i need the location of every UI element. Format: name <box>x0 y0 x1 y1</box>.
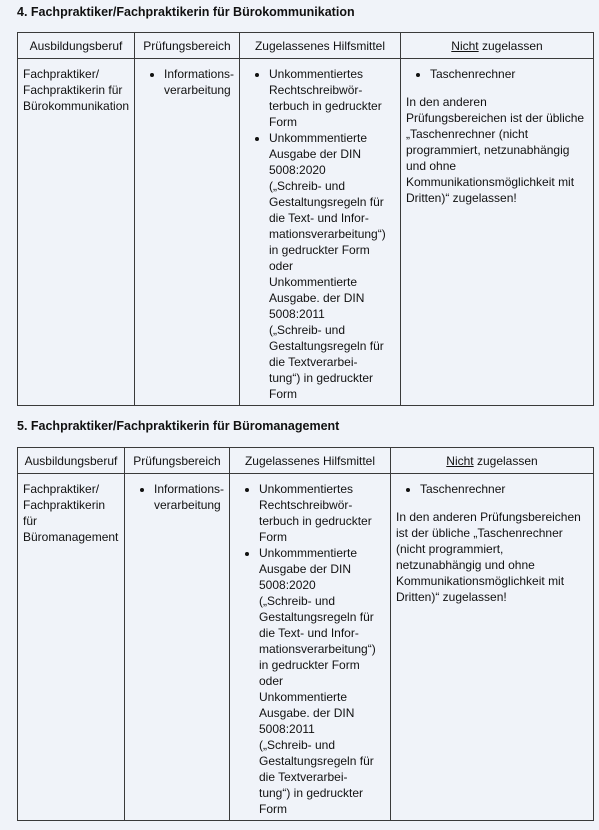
section-4-table <box>17 32 594 406</box>
nicht-list <box>396 481 588 497</box>
table-header-row <box>18 448 594 474</box>
cell-nicht-zugelassen <box>401 59 594 406</box>
list-item: • Unkommentiertes Rechtschreibwör- terbuch in gedruckter Form <box>269 66 395 130</box>
col-header-zugelassen: Zugelassenes Hilfsmittel <box>240 33 401 59</box>
bereich-list <box>130 481 224 513</box>
note-text: In den anderen Prüfungsbereichen ist der übliche „Taschenrechner (nicht programmiert, netzunabhängig und ohne Kommunikationsmöglichkeit mit Dritten)“ zugelassen! <box>396 510 581 604</box>
nicht-label: Nicht <box>446 453 474 468</box>
bereich-list <box>140 66 234 98</box>
zugelassen-list <box>235 481 385 817</box>
list-item: • Unkommmentierte Ausgabe der DIN 5008:2020 („Schreib- und Gestaltungsregeln für die Text- und Infor- mationsverarbeitung“) in gedruckter Form oder Unkommentierte Ausgabe. der DIN 5008:2011 („Schreib- und Gestaltungsregeln für die Textverarbei- tung“) in gedruckter Form <box>259 545 385 817</box>
cell-zugelassen <box>230 474 391 821</box>
cell-zugelassen <box>240 59 401 406</box>
section-5-title: 5. Fachpraktiker/Fachpraktikerin für Büromanagement <box>17 419 340 433</box>
col-header-ausbildungsberuf: Ausbildungsberuf <box>18 448 125 474</box>
cell-nicht-zugelassen <box>391 474 594 821</box>
beruf-text: Fachpraktiker/ Fachpraktikerin für Bürokommunikation <box>23 67 130 113</box>
table-row <box>18 59 594 406</box>
list-item: • Taschenrechner <box>420 481 588 497</box>
nicht-label: Nicht <box>451 38 479 53</box>
table-row <box>18 474 594 821</box>
col-header-nicht-zugelassen <box>401 33 594 59</box>
list-item: • Informations- verarbeitung <box>154 481 224 513</box>
zugelassen-list <box>245 66 395 402</box>
col-header-pruefungsbereich: Prüfungsbereich <box>125 448 230 474</box>
zugelassen-label: zugelassen <box>478 38 543 53</box>
list-item: • Unkommentiertes Rechtschreibwör- terbuch in gedruckter Form <box>259 481 385 545</box>
list-item: • Taschenrechner <box>430 66 588 82</box>
col-header-zugelassen: Zugelassenes Hilfsmittel <box>230 448 391 474</box>
col-header-ausbildungsberuf: Ausbildungsberuf <box>18 33 135 59</box>
zugelassen-label: zugelassen <box>473 453 538 468</box>
col-header-nicht-zugelassen <box>391 448 594 474</box>
section-4-title: 4. Fachpraktiker/Fachpraktikerin für Bürokommunikation <box>17 5 355 19</box>
cell-ausbildungsberuf <box>18 59 135 406</box>
list-item: • Unkommmentierte Ausgabe der DIN 5008:2020 („Schreib- und Gestaltungsregeln für die Text- und Infor- mationsverarbeitung“) in gedruckter Form oder Unkommentierte Ausgabe. der DIN 5008:2011 („Schreib- und Gestaltungsregeln für die Textverarbei- tung“) in gedruckter Form <box>269 130 395 402</box>
cell-ausbildungsberuf <box>18 474 125 821</box>
note-text: In den anderen Prüfungsbereichen ist der übliche „Taschenrechner (nicht programmiert, netzunabhängig und ohne Kommunikationsmöglichkeit mit Dritten)“ zugelassen! <box>406 95 585 205</box>
list-item: • Informations- verarbeitung <box>164 66 234 98</box>
section-5-table <box>17 447 594 821</box>
table-header-row <box>18 33 594 59</box>
cell-pruefungsbereich <box>135 59 240 406</box>
nicht-list <box>406 66 588 82</box>
col-header-pruefungsbereich: Prüfungsbereich <box>135 33 240 59</box>
cell-pruefungsbereich <box>125 474 230 821</box>
beruf-text: Fachpraktiker/ Fachpraktikerin für Büromanagement <box>23 482 119 544</box>
